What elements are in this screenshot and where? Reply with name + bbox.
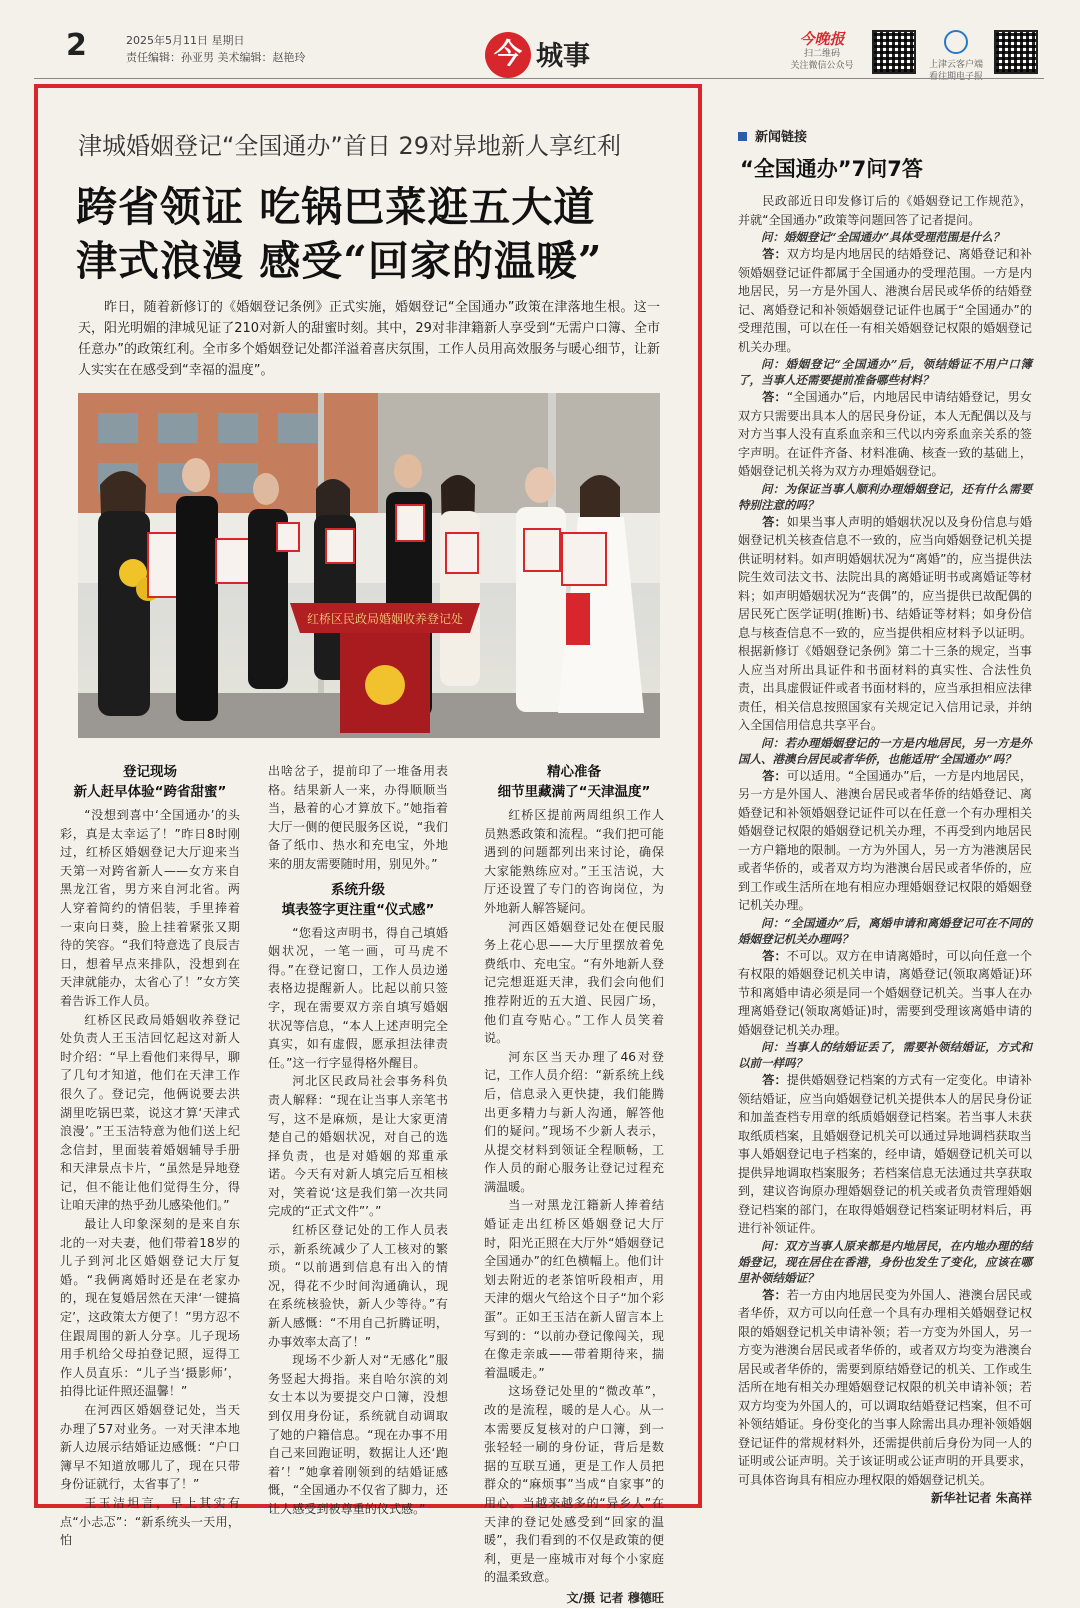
app-block <box>922 30 990 83</box>
col2-heading-line-1: 系统升级 <box>331 881 385 898</box>
answer-7-text: 若一方由内地居民变为外国人、港澳台居民或者华侨，双方可以向任意一个具有办理相关婚姻登记权限的婚姻登记机关申请补领；若一方变为外国人，另一方变为港澳台居民或者华侨的，或者双方均变为港澳台居民或者华侨的，需要到原结婚登记的机关、工作或生活所在地有相关办理婚姻登记权限的机关申请补领；若双方均变为外国人的，可以调取结婚登记档案，但不可补领结婚证。身份变化的当事人除需出具办理补领婚姻登记证件的常规材料外，还需提供前后身份为同一人的证明或公证声明。关于该证明或公证声明的开具要求，可具体咨询具有相应办理权限的婚姻登记机关。 <box>738 1287 1032 1487</box>
sidebar-qa <box>738 126 1032 1508</box>
answer-label: 答： <box>762 514 787 529</box>
col3-paragraph-4: 当一对黑龙江籍新人捧着结婚证走出红桥区婚姻登记大厅时，阳光正照在大厅外“婚姻登记全国通办”的红色横幅上。他们计划去附近的老茶馆听段相声，用天津的烟火气给这个日子“加个彩蛋”。正如王玉洁在新人留言本上写到的：“以前办登记像闯关，现在像走亲戚——带着期待来，揣着温暖走。” <box>484 1198 664 1380</box>
col1-paragraph-2: 红桥区民政局婚姻收养登记处负责人王玉洁回忆起这对新人时介绍：“早上看他们来得早，聊了几句才知道，他们在天津工作很久了。登记完，他俩说要去洪湖里吃锅巴菜，说这才算‘天津式浪漫’。”王玉洁特意为他们送上纪念信封，里面装着婚姻辅导手册和天津景点卡片，“虽然是异地登记，但不能让他们觉得生分，得让咱天津的热乎劲儿感染他们。” <box>60 1012 240 1213</box>
editors-line: 责任编辑：孙亚男 美术编辑：赵艳玲 <box>126 51 306 64</box>
col2-heading <box>268 880 448 920</box>
sidebar-byline: 新华社记者 朱高祥 <box>931 1491 1032 1505</box>
answer-5 <box>738 947 1032 1040</box>
section-logo: 今 <box>485 32 531 78</box>
article-column-1 <box>60 762 240 1550</box>
col1-paragraph-3: 最让人印象深刻的是来自东北的一对夫妻，他们带着18岁的儿子到河北区婚姻登记大厅复婚。“我俩离婚时还是在老家办的，现在复婚居然在天津‘一键搞定’，这政策太方便了！”男方忍不住跟周围的新人分享。儿子现场用手机给父母拍登记照，逗得工作人员直乐：“儿子当‘摄影师’，拍得比证件照还温馨！” <box>60 1217 240 1399</box>
answer-label: 答： <box>762 948 787 963</box>
answer-1-text: 双方均是内地居民的结婚登记、离婚登记和补领婚姻登记证件都属于全国通办的受理范围。一方是内地居民，另一方是外国人、港澳台居民或华侨的结婚登记、离婚登记和补领婚姻登记证件也属于“全国通办”的受理范围，可以在任一有相关婚姻登记权限的婚姻登记机关办理。 <box>738 247 1032 354</box>
col1-heading <box>60 762 240 802</box>
article-column-3 <box>484 762 664 1608</box>
square-bullet-icon <box>738 132 747 141</box>
date-line: 2025年5月11日 星期日 <box>126 34 245 47</box>
answer-label: 答： <box>762 247 787 261</box>
answer-6-text: 提供婚姻登记档案的方式有一定变化。申请补领结婚证，应当向婚姻登记机关提供本人的居民身份证和加盖查档专用章的纸质婚姻登记档案。若当事人未获取纸质档案，且婚姻登记机关可以通过异地调档获取当事人婚姻登记电子档案的，经申请，婚姻登记机关可以提供异地调取档案服务；若档案信息无法通过共享获取到，建议咨询原办理婚姻登记的机关或者负责管理婚姻登记档案的部门，在取得婚姻登记档案证明材料后，再进行补领证件。 <box>738 1073 1032 1235</box>
answer-6 <box>738 1071 1032 1238</box>
col3-heading-line-1: 精心准备 <box>547 764 601 780</box>
app-line-2: 看往期电子报 <box>928 72 983 82</box>
answer-7 <box>738 1286 1032 1490</box>
col2-paragraph-2: 河北区民政局社会事务科负责人解释：“现在让当事人亲笔书写，这不是麻烦，是让大家更清楚自己的婚姻状况，对自己的选择负责，也是对婚姻的郑重承诺。今天有对新人填完后互相核对，笑着说‘这是我们第一次共同完成的“正式文件”’。” <box>268 1074 448 1219</box>
question-7: 问：双方当事人原来都是内地居民，在内地办理的结婚登记，现在居住在香港，身份也发生了变化，应该在哪里补领结婚证？ <box>738 1238 1032 1285</box>
col3-paragraph-1: 红桥区提前两周组织工作人员熟悉政策和流程。“我们把可能遇到的问题都列出来讨论，确保大家能熟练应对。”王玉洁说，大厅还设置了专门的咨询岗位，为外地新人解答疑问。 <box>484 808 664 915</box>
section-name: 城事 <box>536 41 590 72</box>
col1-paragraph-1: “没想到喜中‘全国通办’的头彩，真是太幸运了！”昨日8时刚过，红桥区婚姻登记大厅迎来当天第一对跨省新人——女方来自黑龙江省，男方来自河北省。两人穿着简约的情侣装，手里捧着一束向日葵，脸上挂着紧张又期待的笑容。“我们特意选了良辰吉日，想着早点来排队，没想到在天津就能办，太省心了！”女方笑着告诉工作人员。 <box>60 808 240 1008</box>
article-column-2 <box>268 762 448 1519</box>
article-subtitle: 津城婚姻登记“全国通办”首日 29对异地新人享红利 <box>78 132 622 160</box>
answer-4 <box>738 767 1032 915</box>
answer-3-text: 如果当事人声明的婚姻状况以及身份信息与婚姻登记机关核查信息不一致的，应当向婚姻登记机关提供证明材料。如声明婚姻状况为“离婚”的，应当提供法院生效司法文书、法院出具的离婚证明书或离婚证等材料；如声明婚姻状况为“丧偶”的，应当提供已故配偶的居民死亡医学证明(推断)书、结婚证等材料；如身份信息与核查信息不一致的，应当提供相应材料予以证明。根据新修订《婚姻登记条例》第二十三条的规定，当事人应当对所出具证件和书面材料的真实性、合法性负责，出具虚假证件或者书面材料的，应当承担相应法律责任，相关信息按照国家有关规定记入信用记录，并纳入全国信用信息共享平台。 <box>738 514 1032 732</box>
app-logo-icon <box>944 30 968 54</box>
answer-label: 答： <box>762 390 787 404</box>
photo-podium-sign: 红桥区民政局婚姻收养登记处 <box>306 612 464 626</box>
sidebar-kicker-text: 新闻链接 <box>755 130 808 145</box>
page-number: 2 <box>66 28 87 63</box>
question-4: 问：若办理婚姻登记的一方是内地居民，另一方是外国人、港澳台居民或者华侨，也能适用“全国通办”吗？ <box>738 735 1032 766</box>
lead-paragraph: 昨日，随着新修订的《婚姻登记条例》正式实施，婚姻登记“全国通办”政策在津落地生根。这一天，阳光明媚的津城见证了210对新人的甜蜜时刻。其中，29对非津籍新人享受到“无需户口簿、全市任意办”的政策红利。全市多个婚姻登记处都洋溢着喜庆氛围，工作人员用高效服务与暖心细节，让新人实实在在感受到“幸福的温度”。 <box>78 300 660 378</box>
answer-2-text: “全国通办”后，内地居民申请结婚登记，男女双方只需要出具本人的居民身份证，本人无配偶以及与对方当事人没有直系血亲和三代以内旁系血亲关系的签字声明。在证件齐备、材料准确、核查一致的基础上，婚姻登记机关将为双方办理婚姻登记。 <box>738 390 1032 478</box>
article-byline: 文/摄 记者 穆德旺 <box>566 1590 664 1605</box>
col2-paragraph-0: 出啥岔子，提前印了一堆备用表格。结果新人一来，办得顺顺当当，悬着的心才算放下。”她指着大厅一侧的便民服务区说，“我们备了纸巾、热水和充电宝，外地来的朋友需要随时用，别见外。” <box>268 764 448 871</box>
col2-heading-line-2: 填表签字更注重“仪式感” <box>281 901 435 918</box>
wechat-qr-code[interactable] <box>872 30 916 74</box>
col1-paragraph-4: 在河西区婚姻登记处，当天办理了57对业务。一对天津本地新人边展示结婚证边感慨：“户口簿早不知道放哪儿了，现在只带身份证就行，太省事了！” <box>60 1403 240 1492</box>
sidebar-kicker <box>738 126 1032 145</box>
header-meta <box>126 32 306 66</box>
question-2: 问：婚姻登记“全国通办”后，领结婚证不用户口簿了，当事人还需要提前准备哪些材料？ <box>738 357 1032 387</box>
sidebar-title: “全国通办”7问7答 <box>740 157 923 181</box>
brand-scan-text: 扫二维码 <box>803 49 840 59</box>
col2-paragraph-4: 现场不少新人对“无感化”服务竖起大拇指。来自哈尔滨的刘女士本以为要提交户口簿，没想到仅用身份证，系统就自动调取了她的户籍信息。“现在办事不用自己来回跑证明，数据让人还‘跑着’！”她拿着刚领到的结婚证感慨，“全国通办不仅省了脚力，还让人感受到被尊重的仪式感。” <box>268 1353 448 1516</box>
sidebar-intro: 民政部近日印发修订后的《婚姻登记工作规范》，并就“全国通办”政策等问题回答了记者提问。 <box>738 194 1032 227</box>
answer-4-text: 可以适用。“全国通办”后，一方是内地居民，另一方是外国人、港澳台居民或者华侨的结婚登记、离婚登记和补领婚姻登记证件可以在任意一个有办理相关婚姻登记权限的婚姻登记机关办理，不再受到内地居民一方户籍地的限制。一方为外国人，另一方为港澳居民或者华侨的，或者双方均为港澳台居民或者华侨的，应到工作或生活所在地有相应办理婚姻登记权限的婚姻登记机关办理。 <box>738 768 1032 912</box>
answer-5-text: 不可以。双方在申请离婚时，可以向任意一个有权限的婚姻登记机关申请，离婚登记(领取离婚证)环节和离婚申请必须是同一个婚姻登记机关。当事人在办理离婚登记(领取离婚证)时，需要到受理该离婚申请的婚姻登记机关办理。 <box>738 948 1032 1037</box>
question-5: 问：“全国通办”后，离婚申请和离婚登记可在不同的婚姻登记机关办理吗？ <box>738 915 1032 946</box>
wechat-block <box>788 30 856 72</box>
col3-heading <box>484 762 664 802</box>
news-photo <box>78 393 660 738</box>
answer-3 <box>738 513 1032 735</box>
col1-heading-line-2: 新人赶早体验“跨省甜蜜” <box>73 784 227 800</box>
answer-label: 答： <box>762 1073 787 1087</box>
col3-paragraph-2: 河西区婚姻登记处在便民服务上花心思——大厅里摆放着免费纸巾、充电宝。“有外地新人登记完想逛逛天津，我们会向他们推荐附近的五大道、民园广场，他们直夸贴心。”工作人员笑着说。 <box>484 919 664 1046</box>
col3-heading-line-2: 细节里藏满了“天津温度” <box>497 784 651 800</box>
col3-paragraph-5: 这场登记处里的“微改革”，改的是流程，暖的是人心。从一本需要反复核对的户口簿，到一张轻轻一刷的身份证，背后是数据的互联互通，更是工作人员把群众的“麻烦事”当成“自家事”的用心。当越来越多的“异乡人”在天津的登记处感受到“回家的温暖”，我们看到的不仅是政策的便利，更是一座城市对每个小家庭的温柔致意。 <box>484 1384 664 1585</box>
question-6: 问：当事人的结婚证丢了，需要补领结婚证，方式和以前一样吗？ <box>738 1040 1032 1070</box>
answer-1 <box>738 245 1032 356</box>
col1-paragraph-5: 王玉洁坦言，早上其实有点“小忐忑”：“新系统头一天用，怕 <box>60 1495 240 1548</box>
question-3: 问：为保证当事人顺利办理婚姻登记，还有什么需要特别注意的吗？ <box>738 481 1032 512</box>
answer-label: 答： <box>762 1287 787 1302</box>
page-header <box>0 0 1080 80</box>
answer-label: 答： <box>762 768 787 783</box>
col3-paragraph-3: 河东区当天办理了46对登记，工作人员介绍：“新系统上线后，信息录入更快捷，我们能腾出更多精力与新人沟通，解答他们的疑问。”现场不少新人表示，从提交材料到领证全程顺畅，工作人员的耐心服务让登记过程充满温暖。 <box>484 1049 664 1194</box>
brand-follow-text: 关注微信公众号 <box>790 61 854 71</box>
col2-paragraph-3: 红桥区登记处的工作人员表示，新系统减少了人工核对的繁琐。“以前遇到信息有出入的情况，得花不少时间沟通确认，现在系统核验快，新人少等待。”有新人感慨：“不用自己折腾证明，办事效率太高了！” <box>268 1223 448 1349</box>
headline-line-1: 跨省领证 吃锅巴菜逛五大道 <box>76 183 596 231</box>
brand-logo: 今晚报 <box>799 30 845 48</box>
headline-line-2: 津式浪漫 感受“回家的温暖” <box>76 237 603 285</box>
app-qr-code[interactable] <box>994 30 1038 74</box>
question-1: 问：婚姻登记“全国通办”具体受理范围是什么？ <box>761 230 1005 244</box>
app-line-1: 上津云客户端 <box>928 60 983 70</box>
col1-heading-line-1: 登记现场 <box>123 764 177 780</box>
col2-paragraph-1: “您看这声明书，得自己填婚姻状况，一笔一画，可马虎不得。”在登记窗口，工作人员边递表格边提醒新人。比起以前只签字，现在需要双方亲自填写婚姻状况等信息，“本人上述声明完全真实，如有虚假，愿承担法律责任。”这一行字显得格外醒目。 <box>268 925 448 1070</box>
answer-2 <box>738 388 1032 481</box>
header-divider <box>34 78 1044 79</box>
